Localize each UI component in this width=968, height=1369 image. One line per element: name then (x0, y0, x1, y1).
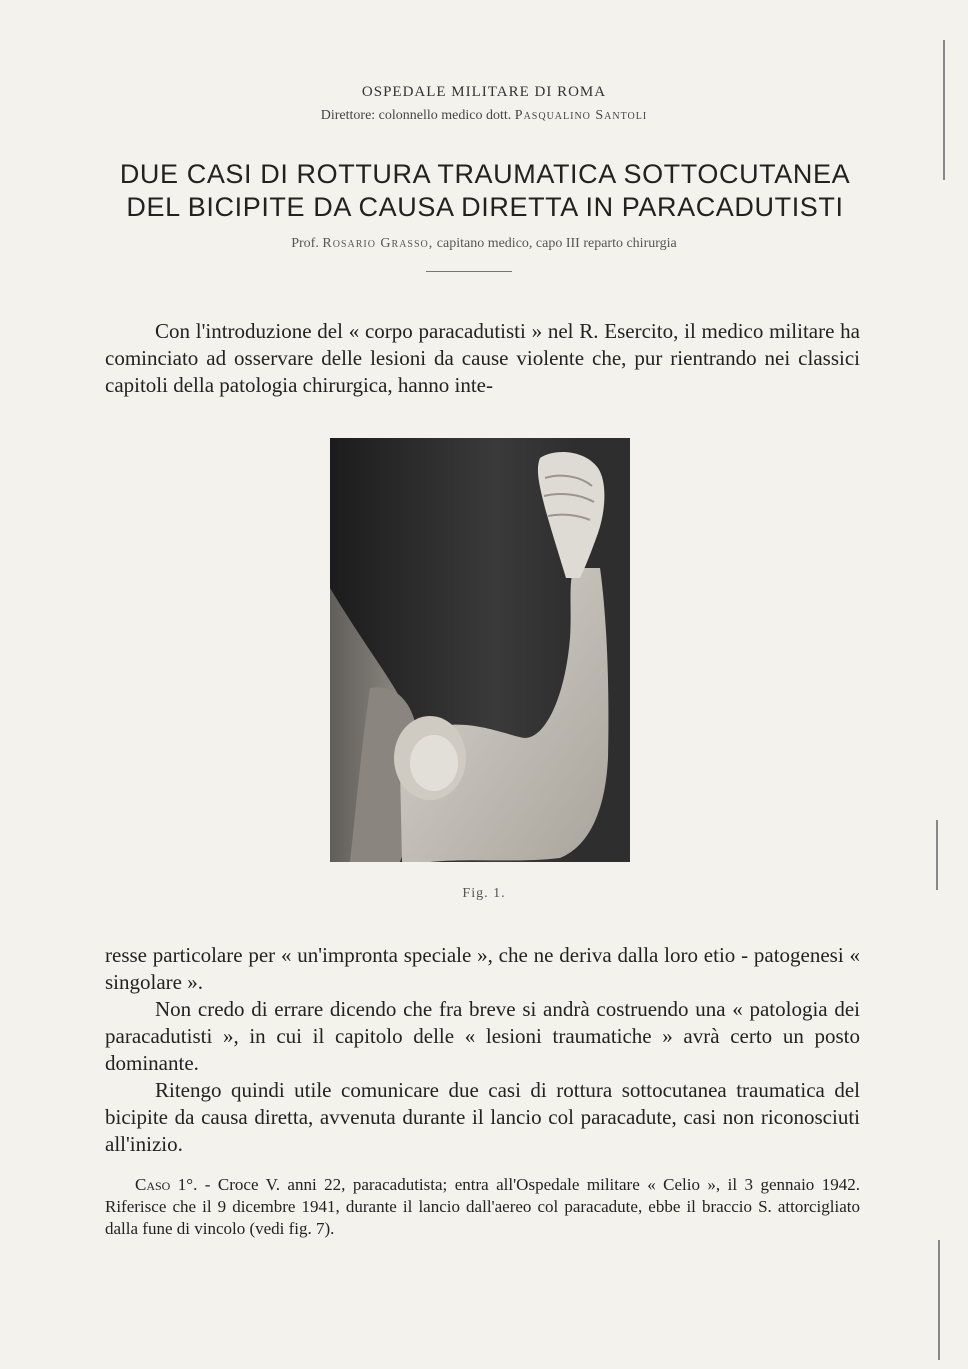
title-line-2: DEL BICIPITE DA CAUSA DIRETTA IN PARACADUTISTI (126, 192, 844, 222)
author-line (0, 236, 968, 252)
director-prefix: Direttore: colonnello medico dott. (320, 108, 512, 123)
author-prefix: Prof. (291, 236, 319, 251)
case-report (105, 1174, 860, 1240)
title-line-1: DUE CASI DI ROTTURA TRAUMATICA SOTTOCUTANEA (119, 159, 851, 189)
arm-photo-illustration (330, 438, 630, 862)
author-name: Rosario Grasso, (322, 236, 434, 251)
scan-edge-mark (943, 40, 945, 180)
director-line (0, 108, 968, 124)
figure-1-photo (330, 438, 630, 862)
paragraph-pathology: Non credo di errare dicendo che fra breve si andrà costruendo una « patologia dei paracadutisti », in cui il capitolo delle « lesioni traumatiche » avrà certo un posto dominante. (105, 997, 860, 1075)
case-text: - Croce V. anni 22, paracadutista; entra all'Ospedale militare « Celio », il 3 gennaio 1942. Riferisce che il 9 dicembre 1941, durante il lancio dall'aereo col paracadute, ebbe il braccio S. attorcigliato dalla fune di vincolo (vedi fig. 7). (105, 1175, 860, 1238)
paragraph-continuation: resse particolare per « un'impronta speciale », che ne deriva dalla loro etio - patogenesi « singolare ». (105, 943, 860, 994)
director-name: Pasqualino Santoli (514, 108, 648, 123)
figure-caption: Fig. 1. (462, 886, 506, 901)
title-divider (426, 271, 512, 272)
paragraph-communication: Ritengo quindi utile comunicare due casi di rottura sottocutanea traumatica del bicipite da causa diretta, avvenuta durante il lancio col paracadute, casi non riconosciuti all'inizio. (105, 1078, 860, 1156)
case-label: Caso 1°. (135, 1175, 198, 1194)
article-title (100, 158, 870, 224)
scan-edge-mark (938, 1240, 940, 1360)
scan-edge-mark (936, 820, 938, 890)
hospital-name: OSPEDALE MILITARE DI ROMA (361, 84, 607, 100)
paragraph-intro: Con l'introduzione del « corpo paracadutisti » nel R. Esercito, il medico militare ha cominciato ad osservare delle lesioni da cause violente che, pur rientrando nei classici capitoli della patologia chirurgica, hanno inte- (105, 319, 860, 397)
author-role: capitano medico, capo III reparto chirurgia (436, 236, 677, 251)
